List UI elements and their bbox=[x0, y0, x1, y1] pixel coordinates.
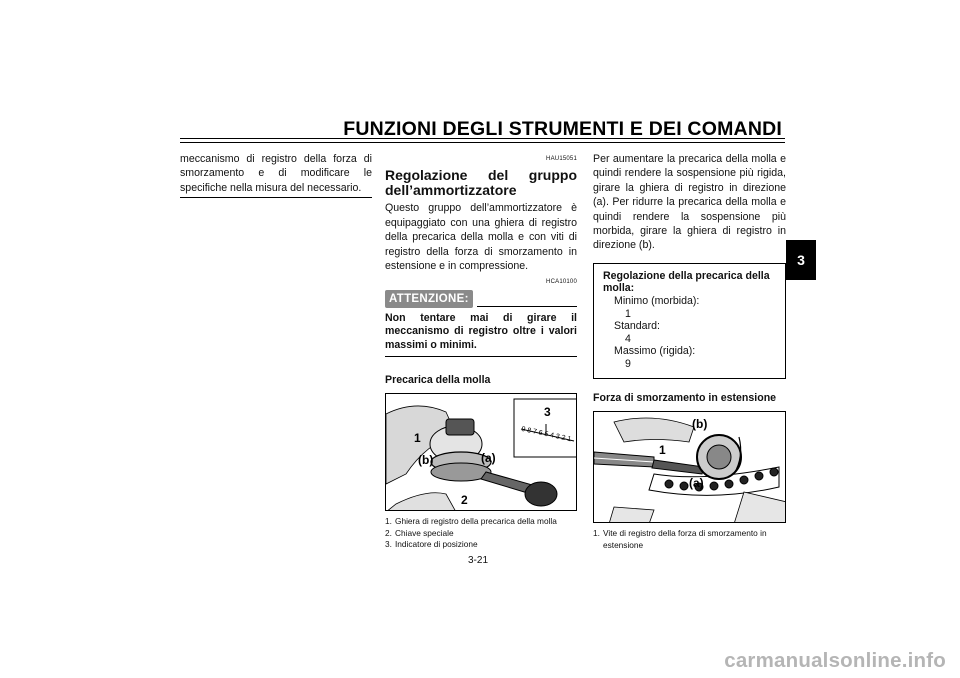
page-header-title: FUNZIONI DEGLI STRUMENTI E DEI COMANDI bbox=[343, 118, 782, 140]
caution-badge: ATTENZIONE: bbox=[385, 290, 473, 308]
caption-item bbox=[385, 528, 577, 540]
caption-text: Ghiera di registro della precarica della molla bbox=[395, 516, 557, 527]
rebound-damping-captions bbox=[593, 528, 786, 551]
column-1 bbox=[180, 152, 372, 198]
spring-preload-subheading: Precarica della molla bbox=[385, 373, 491, 386]
figure-label-b: (b) bbox=[692, 417, 708, 431]
spec-title: Regolazione della precarica della molla: bbox=[603, 269, 770, 295]
section-body: Questo gruppo dell’ammortizzatore è equipaggiato con una ghiera di registro della precarica della molla e con viti di registro della forza di smorzamento in estensione e in compressione. bbox=[385, 202, 577, 273]
caption-item bbox=[385, 516, 577, 528]
figure-label-3: 3 bbox=[544, 405, 551, 420]
caution-text: Non tentare mai di girare il meccanismo di registro oltre i valori massimi o minimi. bbox=[385, 312, 577, 351]
caption-text: Vite di registro della forza di smorzamento in estensione bbox=[603, 528, 767, 550]
figure-label-1: 1 bbox=[659, 443, 666, 457]
spec-min-value: 1 bbox=[625, 307, 631, 320]
watermark: carmanualsonline.info bbox=[724, 649, 946, 672]
figure-label-2: 2 bbox=[461, 493, 468, 508]
caution-code: HCA10100 bbox=[546, 279, 577, 286]
col1-paragraph: meccanismo di registro della forza di smorzamento e di modificare le specifiche nella misura del necessario. bbox=[180, 153, 372, 194]
caption-text: Chiave speciale bbox=[395, 527, 454, 538]
caption-number: 1. bbox=[593, 528, 600, 538]
caption-number: 2. bbox=[385, 527, 392, 538]
header-rule-top bbox=[180, 138, 785, 139]
caution-rule bbox=[477, 306, 577, 307]
rebound-damping-illustration bbox=[594, 412, 786, 523]
column-2 bbox=[385, 152, 577, 551]
spec-min-label: Minimo (morbida): bbox=[614, 295, 700, 308]
spring-preload-captions bbox=[385, 516, 577, 551]
section-heading: Regolazione del gruppo dell’ammortizzatore bbox=[385, 167, 577, 199]
rebound-damping-subheading: Forza di smorzamento in estensione bbox=[593, 391, 777, 404]
caption-number: 3. bbox=[385, 539, 392, 550]
caption-item bbox=[385, 539, 577, 551]
spec-std-value: 4 bbox=[625, 332, 631, 345]
figure-label-scale: 9 8 7 6 5 4 3 2 1 bbox=[520, 426, 572, 444]
caution-header bbox=[385, 290, 577, 308]
caption-text: Indicatore di posizione bbox=[395, 539, 478, 550]
col3-paragraph: Per aumentare la precarica della molla e quindi rendere la sospensione più rigida, girare la ghiera di registro in direzione (a). Per ridurre la precarica della molla e quindi rendere la sospensione più morbida, girare la ghiera di registro in direzione (b). bbox=[593, 153, 786, 252]
caption-item bbox=[593, 528, 786, 551]
spec-std-label: Standard: bbox=[614, 320, 660, 333]
spec-max-value: 9 bbox=[625, 358, 631, 370]
figure-label-1: 1 bbox=[414, 431, 421, 446]
column-3 bbox=[593, 152, 786, 551]
spring-preload-illustration bbox=[386, 394, 577, 511]
chapter-tab: 3 bbox=[786, 240, 816, 280]
page-number: 3-21 bbox=[468, 555, 489, 566]
caption-number: 1. bbox=[385, 516, 392, 527]
figure-label-a: (a) bbox=[689, 476, 704, 490]
caution-bottom-rule bbox=[385, 356, 577, 357]
spring-preload-figure bbox=[385, 393, 577, 511]
figure-label-b: (b) bbox=[418, 453, 434, 468]
figure-label-a: (a) bbox=[481, 451, 496, 466]
col1-end-rule bbox=[180, 197, 372, 198]
section-code: HAU15051 bbox=[546, 156, 577, 162]
rebound-damping-figure bbox=[593, 411, 786, 523]
header-rule-bottom bbox=[180, 142, 785, 143]
spec-max-label: Massimo (rigida): bbox=[614, 345, 696, 358]
spring-preload-spec-box bbox=[593, 263, 786, 379]
